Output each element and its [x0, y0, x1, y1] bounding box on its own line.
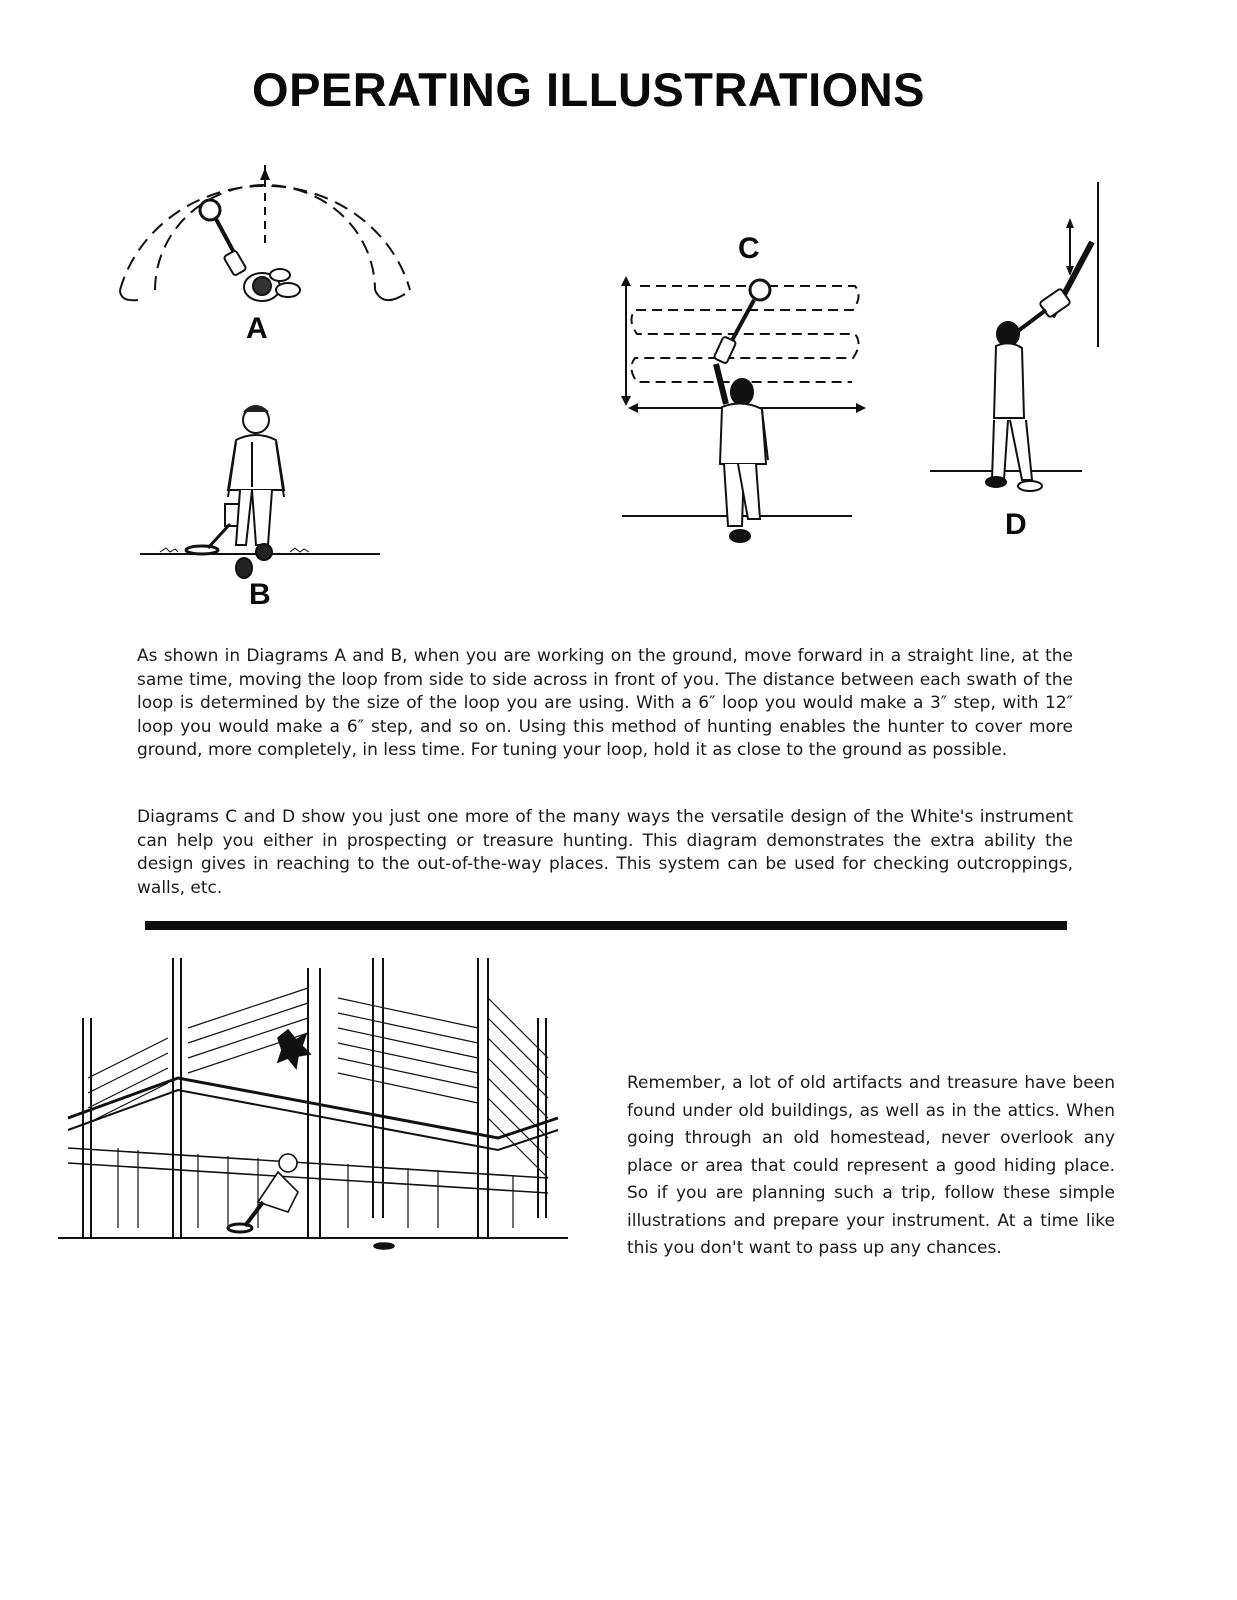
diagram-d-label: D: [1005, 508, 1027, 541]
diagram-c-illustration: [620, 272, 880, 552]
diagram-b-label: B: [249, 578, 271, 611]
ground-method-paragraph: As shown in Diagrams A and B, when you are working on the ground, move forward in a straight line, at the same time, moving the loop from side to side across in front of you. The distance between each swath of the loop is determined by the size of the loop you are using. With a 6″ loop you would make a 3″ step, with 12″ loop you would make a 6″ step, and so on. Using this method of hunting enables the hunter to cover more ground, more completely, in less time. For tuning your loop, hold it as close to the ground as possible.: [137, 646, 1073, 760]
old-building-illustration: [58, 958, 570, 1258]
buildings-paragraph: Remember, a lot of old artifacts and treasure have been found under old buildings, as well as in the attics. When going through an old homestead, never overlook any place or area that could represent a good hiding place. So if you are planning such a trip, follow these simple illustrations and prepare your instrument. At a time like this you don't want to pass up any chances.: [627, 1073, 1115, 1258]
diagram-a-illustration: [110, 140, 430, 310]
diagram-b-illustration: [140, 402, 385, 582]
walls-method-paragraph: Diagrams C and D show you just one more of the many ways the versatile design of the White's instrument can help you either in prospecting or treasure hunting. This diagram demonstrates the extra ability the design gives in reaching to the out-of-the-way places. This system can be used for checking outcroppings, walls, etc.: [137, 807, 1073, 898]
diagram-a-label: A: [246, 312, 268, 345]
diagram-c-label: C: [738, 232, 760, 265]
page-title: OPERATING ILLUSTRATIONS: [252, 63, 925, 116]
diagram-d-illustration: [930, 182, 1090, 502]
section-divider: [145, 921, 1067, 930]
